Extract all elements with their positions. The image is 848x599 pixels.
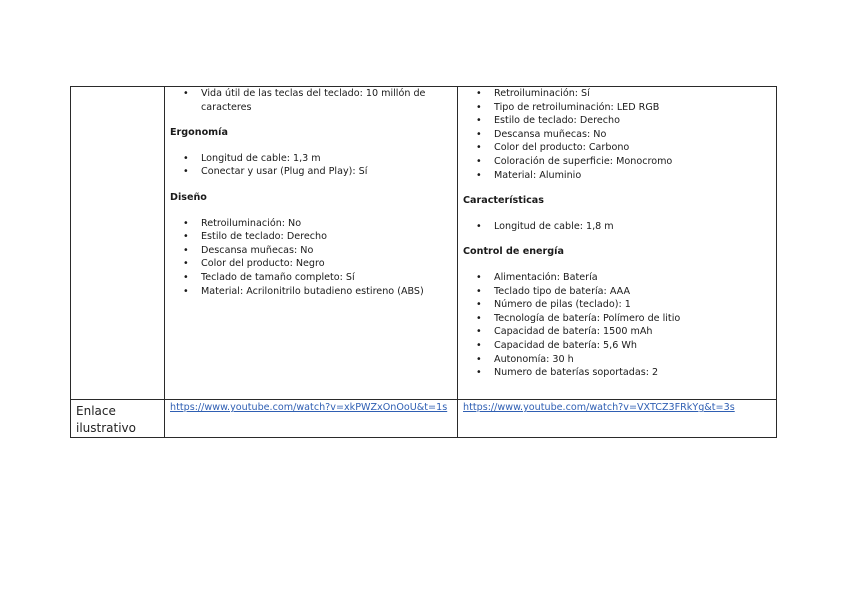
list-item: • Coloración de superficie: Monocromo	[494, 155, 771, 169]
keyboard-2-specs-cell	[458, 87, 777, 400]
list-item: • Teclado tipo de batería: AAA	[494, 285, 771, 299]
list-item: • Longitud de cable: 1,3 m	[201, 152, 452, 166]
list-item: • Retroiluminación: Sí	[494, 87, 771, 101]
empty-label-cell	[71, 87, 165, 400]
row-label-cell	[71, 400, 165, 438]
bullet-list	[170, 87, 452, 114]
link-cell-1	[165, 400, 458, 438]
bullet-list	[463, 271, 771, 380]
list-item: • Estilo de teclado: Derecho	[201, 230, 452, 244]
section-heading-ergonomia: Ergonomía	[170, 127, 228, 139]
list-item: • Vida útil de las teclas del teclado: 10 millón de caracteres	[201, 87, 452, 114]
list-item: • Numero de baterías soportadas: 2	[494, 366, 771, 380]
youtube-link-1[interactable]: https://www.youtube.com/watch?v=xkPWZxOnOoU&t=1s	[170, 402, 448, 413]
bullet-list	[170, 217, 452, 299]
list-item: • Longitud de cable: 1,8 m	[494, 220, 771, 234]
section-heading-caracteristicas: Características	[463, 195, 544, 207]
section-heading-control-energia: Control de energía	[463, 246, 564, 258]
list-item: • Número de pilas (teclado): 1	[494, 298, 771, 312]
list-item: • Tecnología de batería: Polímero de litio	[494, 312, 771, 326]
row-label: Enlace ilustrativo	[76, 404, 136, 435]
specs-row	[71, 87, 777, 400]
bullet-list	[463, 220, 771, 234]
list-item: • Alimentación: Batería	[494, 271, 771, 285]
keyboard-1-specs-cell	[165, 87, 458, 400]
list-item: • Material: Acrilonitrilo butadieno estireno (ABS)	[201, 285, 452, 299]
list-item: • Capacidad de batería: 1500 mAh	[494, 325, 771, 339]
link-cell-2	[458, 400, 777, 438]
product-comparison-table	[70, 86, 777, 438]
bullet-list	[463, 87, 771, 182]
links-row	[71, 400, 777, 438]
list-item: • Capacidad de batería: 5,6 Wh	[494, 339, 771, 353]
list-item: • Descansa muñecas: No	[201, 244, 452, 258]
list-item: • Material: Aluminio	[494, 169, 771, 183]
youtube-link-2[interactable]: https://www.youtube.com/watch?v=VXTCZ3FRkYg&t=3s	[463, 402, 735, 413]
section-heading-diseno: Diseño	[170, 191, 207, 203]
list-item: • Tipo de retroiluminación: LED RGB	[494, 101, 771, 115]
list-item: • Estilo de teclado: Derecho	[494, 114, 771, 128]
bullet-list	[170, 152, 452, 179]
list-item: • Descansa muñecas: No	[494, 128, 771, 142]
list-item: • Teclado de tamaño completo: Sí	[201, 271, 452, 285]
list-item: • Retroiluminación: No	[201, 217, 452, 231]
list-item: • Color del producto: Carbono	[494, 141, 771, 155]
list-item: • Color del producto: Negro	[201, 257, 452, 271]
list-item: • Conectar y usar (Plug and Play): Sí	[201, 165, 452, 179]
list-item: • Autonomía: 30 h	[494, 353, 771, 367]
